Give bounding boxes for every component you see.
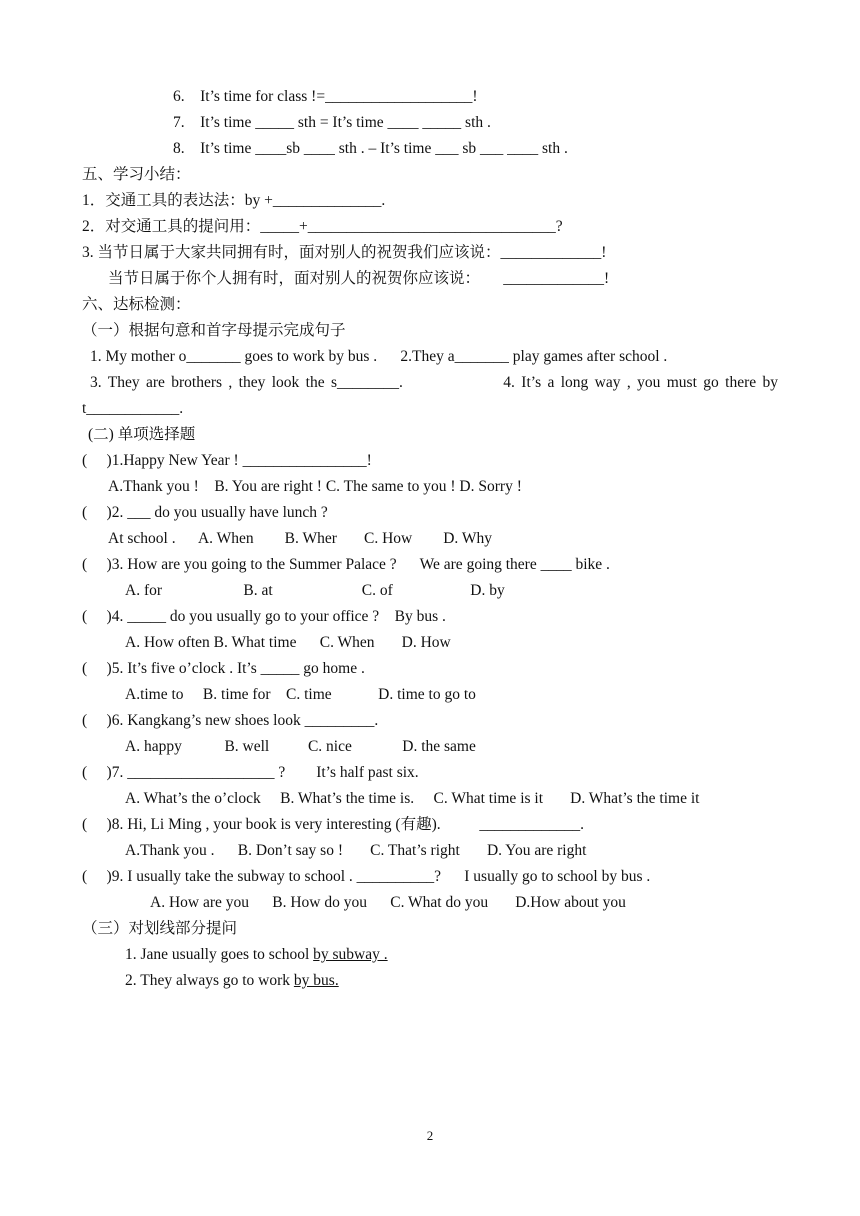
q8: ( )8. Hi, Li Ming , your book is very interesting (有趣). _____________.	[82, 816, 584, 833]
part1-heading: （一）根据句意和首字母提示完成句子	[82, 322, 346, 339]
summary-heading: 五、学习小结：	[82, 166, 191, 183]
q2: ( )2. ___ do you usually have lunch ?	[82, 504, 328, 521]
q6-options: A. happy B. well C. nice D. the same	[125, 738, 476, 755]
part1-line-1: 1. My mother o_______ goes to work by bus . 2.They a_______ play games after school .	[90, 348, 668, 365]
part1-line-2-left: 3. They are brothers , they look the s________.	[90, 374, 403, 391]
summary-line-4: 当节日属于你个人拥有时，面对别人的祝贺你应该说： _____________!	[108, 270, 610, 287]
q7-options: A. What’s the o’clock B. What’s the time is. C. What time is it D. What’s the time it	[125, 790, 700, 807]
part2-heading: (二) 单项选择题	[88, 426, 196, 443]
q3: ( )3. How are you going to the Summer Palace ? We are going there ____ bike .	[82, 556, 610, 573]
part1-line-3: t____________.	[82, 400, 184, 417]
page-number: 2	[426, 1128, 434, 1143]
q7: ( )7. ___________________ ? It’s half past six.	[82, 764, 419, 781]
part3-heading: （三）对划线部分提问	[82, 920, 238, 937]
part3-q2	[125, 971, 339, 991]
part3-q1	[125, 945, 388, 965]
q5: ( )5. It’s five o’clock . It’s _____ go home .	[82, 660, 365, 677]
q1-options: A.Thank you ! B. You are right ! C. The same to you ! D. Sorry !	[108, 478, 522, 495]
item-7: 7. It’s time _____ sth = It’s time ____ _____ sth .	[173, 114, 491, 131]
q1: ( )1.Happy New Year ! ________________!	[82, 452, 372, 469]
summary-line-3: 3. 当节日属于大家共同拥有时，面对别人的祝贺我们应该说：_____________!	[82, 244, 607, 261]
summary-line-1: 1．交通工具的表达法：by +______________.	[82, 192, 386, 209]
q5-options: A.time to B. time for C. time D. time to go to	[125, 686, 476, 703]
summary-line-2: 2．对交通工具的提问用：_____+________________________________?	[82, 218, 563, 235]
part3-q1-underlined: by subway .	[313, 946, 388, 963]
q4: ( )4. _____ do you usually go to your office ? By bus .	[82, 608, 446, 625]
item-6: 6. It’s time for class !=___________________!	[173, 88, 478, 105]
q4-options: A. How often B. What time C. When D. How	[125, 634, 451, 651]
q9-options: A. How are you B. How do you C. What do you D.How about you	[150, 894, 626, 911]
part3-q1-text: 1. Jane usually goes to school	[125, 946, 314, 963]
q2-options: At school . A. When B. Wher C. How D. Why	[108, 530, 493, 547]
q6: ( )6. Kangkang’s new shoes look _________.	[82, 712, 379, 729]
part1-line-2-right: 4. It’s a long way , you must go there by	[503, 374, 778, 391]
q8-options: A.Thank you . B. Don’t say so ! C. That’s right D. You are right	[125, 842, 587, 859]
test-heading: 六、达标检测：	[82, 296, 191, 313]
part3-q2-text: 2. They always go to work	[125, 972, 294, 989]
part3-q2-underlined: by bus.	[293, 972, 339, 989]
q3-options: A. for B. at C. of D. by	[125, 582, 505, 599]
item-8: 8. It’s time ____sb ____ sth . – It’s time ___ sb ___ ____ sth .	[173, 140, 568, 157]
q9: ( )9. I usually take the subway to school . __________? I usually go to school by bus .	[82, 868, 651, 885]
